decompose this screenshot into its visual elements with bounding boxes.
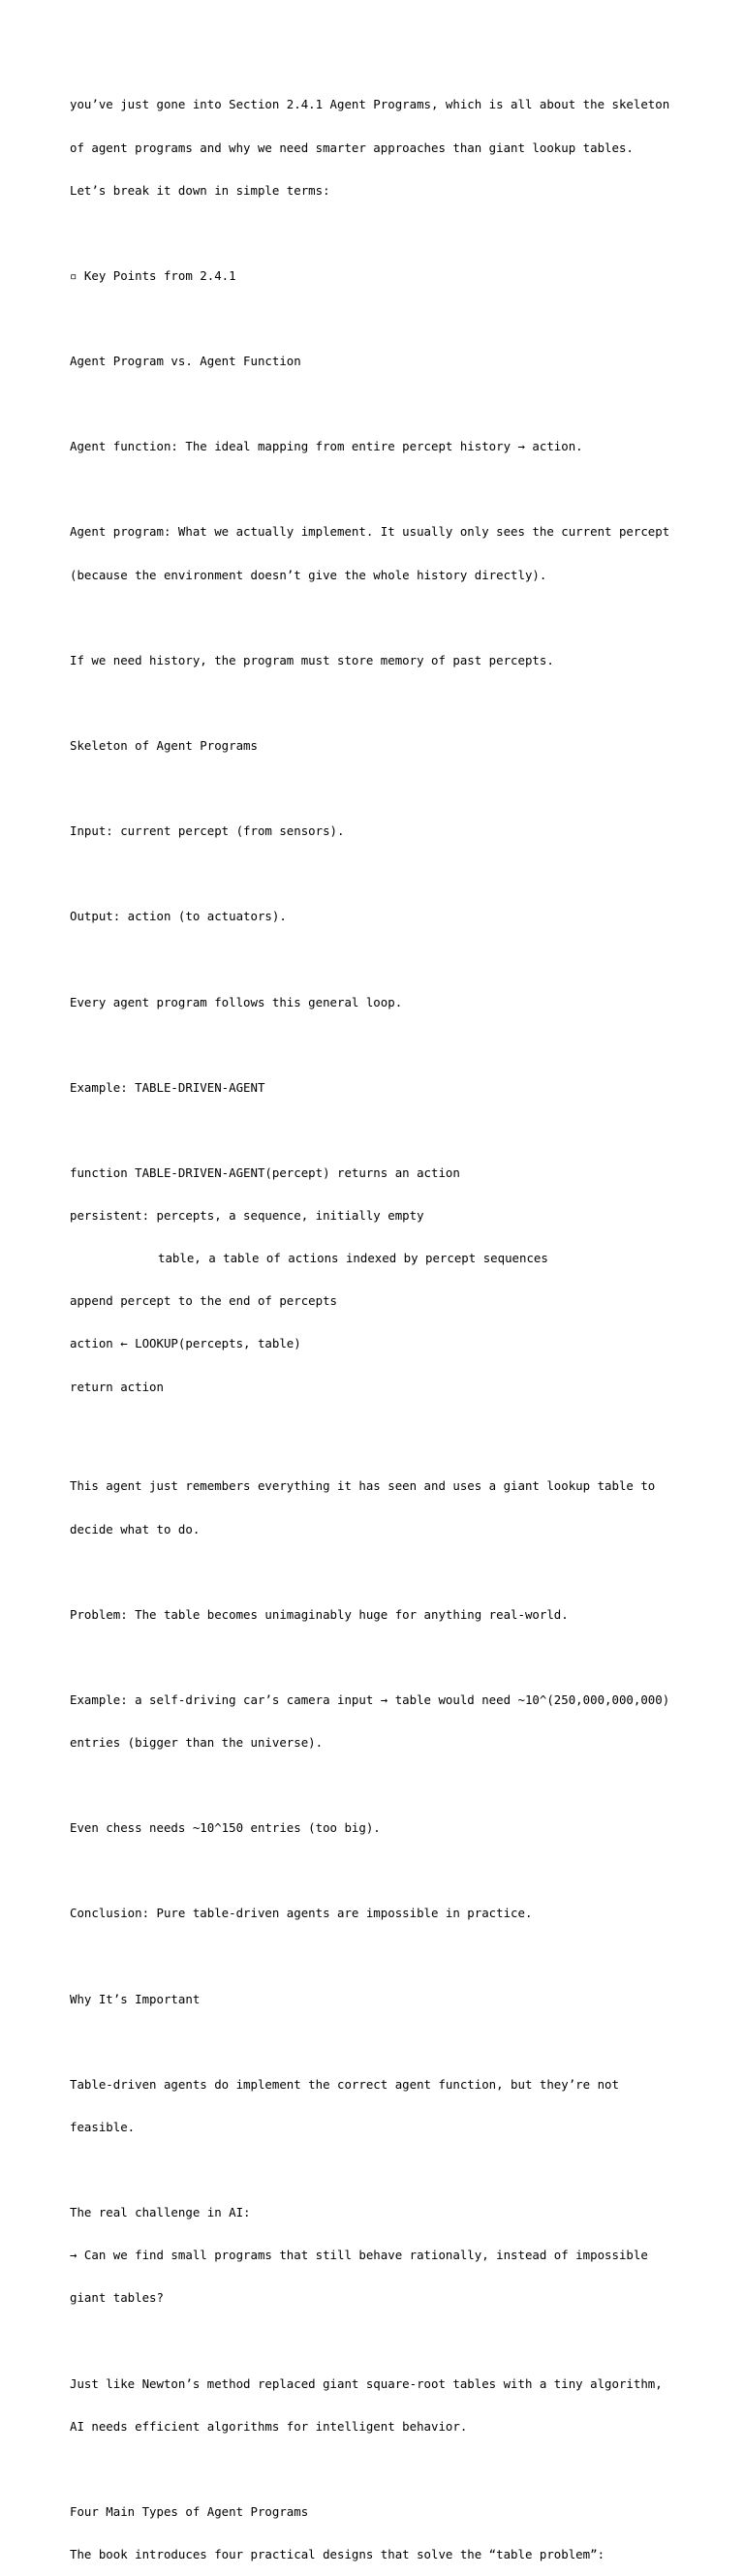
output-text: Output: action (to actuators). — [70, 909, 287, 924]
code-line: action ← LOOKUP(percepts, table) — [70, 1336, 301, 1351]
remembers-text: This agent just remembers everything it has seen and uses a giant lookup table to — [70, 1478, 656, 1494]
intro-line: of agent programs and why we need smarter approaches than giant lookup tables. — [70, 140, 634, 155]
chess-text: Even chess needs ~10^150 entries (too big). — [70, 1820, 381, 1836]
agent-program-text: (because the environment doesn’t give the whole history directly). — [70, 567, 547, 582]
intro-line: you’ve just gone into Section 2.4.1 Agent Programs, which is all about the skeleton — [70, 97, 670, 112]
feasible-text: Table-driven agents do implement the correct agent function, but they’re not — [70, 2076, 619, 2092]
skeleton-heading: Skeleton of Agent Programs — [70, 737, 258, 753]
code-line: function TABLE-DRIVEN-AGENT(percept) returns an action — [70, 1164, 460, 1180]
four-types-intro: The book introduces four practical designs that solve the “table problem”: — [70, 2547, 605, 2562]
loop-note: Every agent program follows this general loop. — [70, 994, 403, 1009]
document-body — [70, 70, 699, 2576]
intro-line: Let’s break it down in simple terms: — [70, 182, 330, 198]
feasible-text: feasible. — [70, 2119, 136, 2134]
code-line: persistent: percepts, a sequence, initially empty — [70, 1208, 424, 1224]
program-vs-function-heading: Agent Program vs. Agent Function — [70, 354, 301, 369]
challenge-text: giant tables? — [70, 2290, 164, 2306]
car-example-text: Example: a self-driving car’s camera input → table would need ~10^(250,000,000,000) — [70, 1691, 670, 1707]
newton-text: AI needs efficient algorithms for intelligent behavior. — [70, 2418, 468, 2434]
agent-program-text: Agent program: What we actually implement. It usually only sees the current percept — [70, 524, 670, 540]
why-heading: Why It’s Important — [70, 1991, 201, 2006]
key-points-heading: ▫ Key Points from 2.4.1 — [70, 267, 236, 283]
four-types-heading: Four Main Types of Agent Programs — [70, 2503, 309, 2519]
code-line: append percept to the end of percepts — [70, 1293, 338, 1309]
input-text: Input: current percept (from sensors). — [70, 823, 345, 839]
agent-function-text: Agent function: The ideal mapping from entire percept history → action. — [70, 439, 583, 454]
code-line: return action — [70, 1379, 164, 1394]
problem-text: Problem: The table becomes unimaginably huge for anything real-world. — [70, 1606, 569, 1622]
code-line: table, a table of actions indexed by percept sequences — [158, 1251, 548, 1266]
newton-text: Just like Newton’s method replaced giant square-root tables with a tiny algorithm, — [70, 2375, 663, 2391]
remembers-text: decide what to do. — [70, 1521, 201, 1536]
example-heading: Example: TABLE-DRIVEN-AGENT — [70, 1079, 265, 1095]
car-example-text: entries (bigger than the universe). — [70, 1735, 324, 1751]
challenge-text: → Can we find small programs that still behave rationally, instead of impossible — [70, 2248, 648, 2263]
history-note: If we need history, the program must store memory of past percepts. — [70, 652, 554, 667]
challenge-text: The real challenge in AI: — [70, 2205, 251, 2220]
conclusion-text: Conclusion: Pure table-driven agents are impossible in practice. — [70, 1906, 533, 1921]
